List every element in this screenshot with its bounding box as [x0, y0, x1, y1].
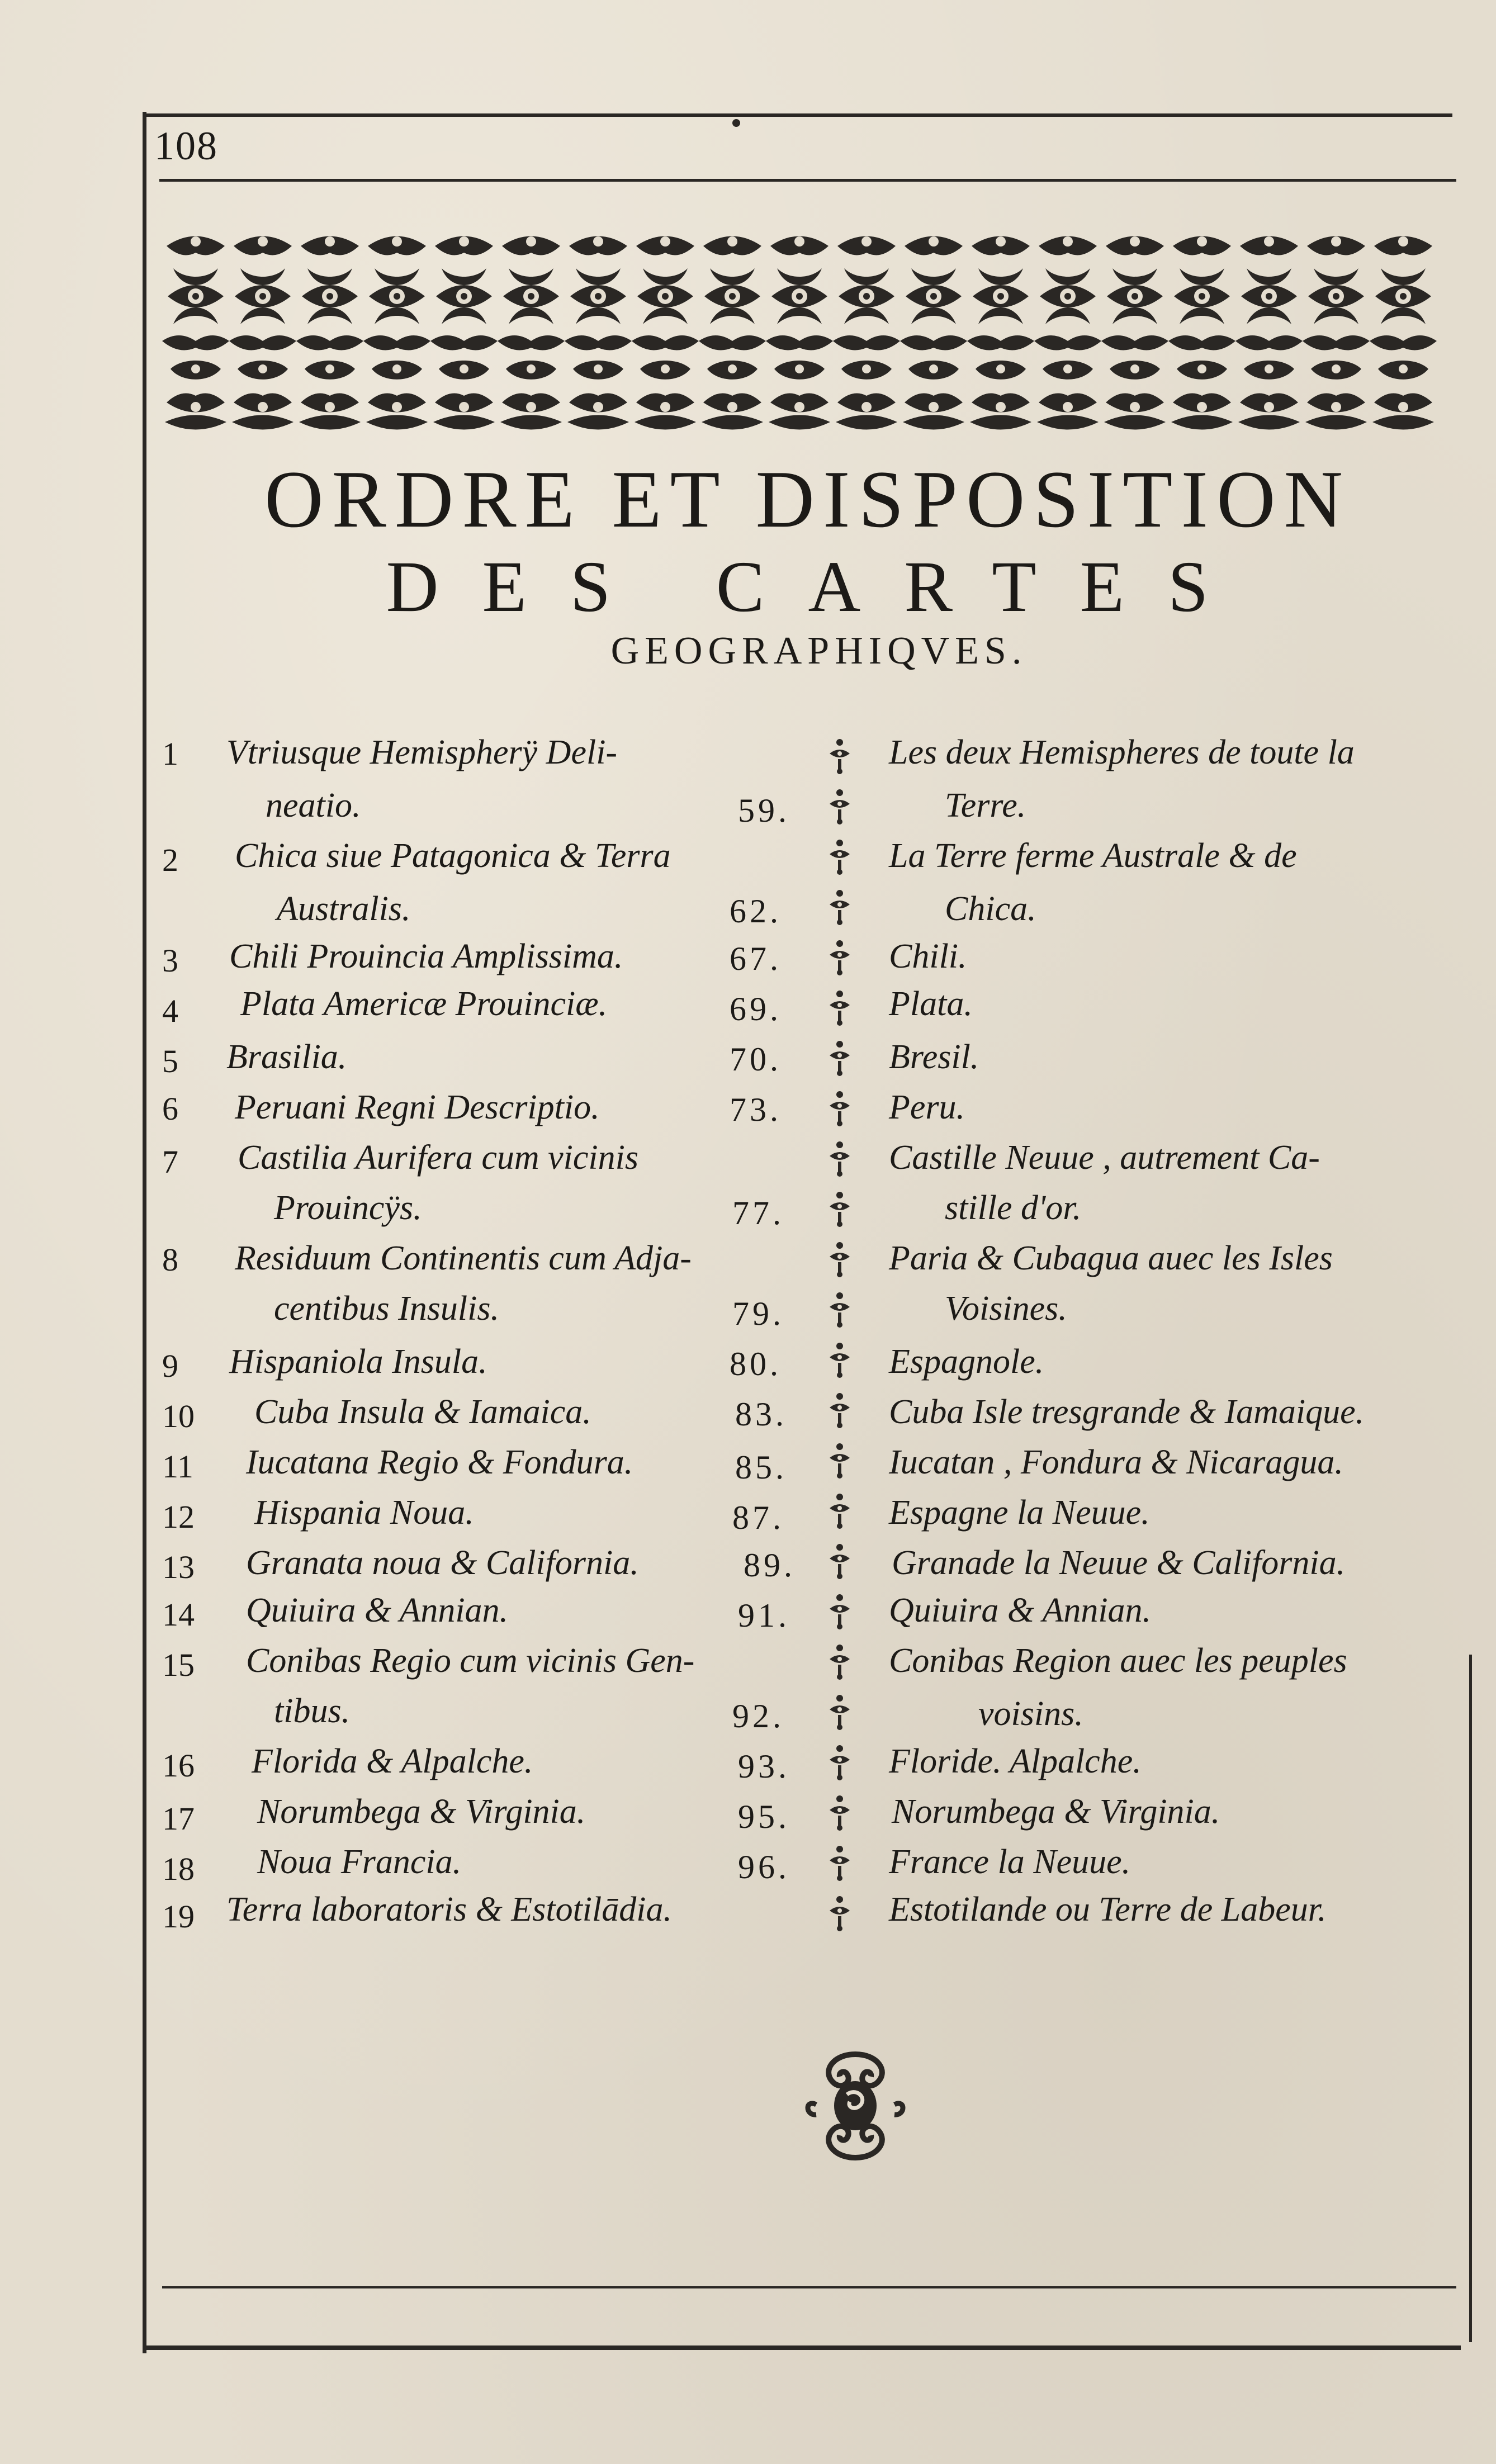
- entry-latin-line: Plata Americæ Prouinciæ.: [240, 985, 608, 1023]
- page-number: 108: [154, 124, 218, 168]
- entry-latin-line: Florida & Alpalche.: [252, 1742, 533, 1780]
- entry-page: 92.: [732, 1698, 784, 1735]
- entry-page: 93.: [738, 1748, 790, 1785]
- entry-latin-line: Chica siue Patagonica & Terra: [235, 837, 671, 875]
- entry-page: 67.: [730, 940, 782, 977]
- entry-latin-line: Hispania Noua.: [254, 1494, 474, 1532]
- entry-page: 89.: [744, 1547, 796, 1584]
- entry-latin-line: Noua Francia.: [257, 1843, 462, 1881]
- entry-french-line: Floride. Alpalche.: [889, 1742, 1142, 1780]
- entry-page: 79.: [732, 1295, 784, 1332]
- entry-french-line: Iucatan , Fondura & Nicaragua.: [889, 1443, 1343, 1481]
- entry-french-line: stille d'or.: [945, 1189, 1082, 1227]
- entry-french-line: Bresil.: [889, 1038, 979, 1076]
- entry-latin-line: Conibas Regio cum vicinis Gen-: [246, 1642, 695, 1680]
- entry-number: 9: [162, 1348, 178, 1384]
- entry-latin-line: neatio.: [266, 786, 361, 825]
- entry-page: 91.: [738, 1597, 790, 1634]
- entry-french-line: Estotilande ou Terre de Labeur.: [889, 1890, 1327, 1928]
- entry-french-line: Chica.: [945, 890, 1036, 928]
- entry-number: 4: [162, 993, 178, 1029]
- entry-french-line: Castille Neuue , autrement Ca-: [889, 1139, 1320, 1177]
- entry-page: 73.: [730, 1091, 782, 1128]
- entry-french-line: France la Neuue.: [889, 1843, 1131, 1881]
- entry-number: 14: [162, 1596, 195, 1633]
- entry-number: 6: [162, 1091, 178, 1127]
- entry-number: 11: [162, 1448, 193, 1485]
- entry-page: 87.: [732, 1499, 784, 1536]
- entry-latin-line: Prouincÿs.: [274, 1189, 422, 1227]
- entry-page: 95.: [738, 1798, 790, 1835]
- entry-french-line: Conibas Region auec les peuples: [889, 1642, 1347, 1680]
- entry-page: 85.: [735, 1449, 787, 1486]
- entry-page: 62.: [730, 893, 782, 930]
- entry-number: 15: [162, 1647, 195, 1683]
- entry-number: 2: [162, 842, 178, 878]
- entry-latin-line: Granata noua & California.: [246, 1544, 639, 1582]
- entry-number: 8: [162, 1242, 178, 1278]
- entry-page: 70.: [730, 1041, 782, 1078]
- entry-page: 96.: [738, 1849, 790, 1885]
- header-dot: [732, 119, 740, 127]
- entry-french-line: Espagnole.: [889, 1343, 1044, 1381]
- entry-latin-line: Hispaniola Insula.: [229, 1343, 487, 1381]
- right-frame-rule: [1469, 1655, 1472, 2342]
- entry-latin-line: centibus Insulis.: [274, 1290, 499, 1328]
- footer-rule-thick: [144, 2345, 1461, 2350]
- entry-latin-line: Quiuira & Annian.: [246, 1591, 509, 1629]
- entry-number: 10: [162, 1398, 195, 1434]
- fleuron-divider-column: [827, 727, 853, 1956]
- ornamental-headpiece: [162, 229, 1451, 439]
- left-frame-rule: [143, 112, 146, 2353]
- title-line-3: GEOGRAPHIQVES.: [610, 629, 1028, 672]
- title-line-2: DES CARTES: [386, 547, 1252, 627]
- entry-number: 3: [162, 942, 178, 979]
- entry-french-line: Espagne la Neuue.: [889, 1494, 1150, 1532]
- entry-french-line: Voisines.: [945, 1290, 1067, 1328]
- entry-french-line: Plata.: [889, 985, 973, 1023]
- entry-latin-line: Peruani Regni Descriptio.: [235, 1088, 600, 1126]
- entry-french-line: La Terre ferme Australe & de: [889, 837, 1297, 875]
- entry-french-line: voisins.: [978, 1695, 1083, 1733]
- entry-latin-line: Terra laboratoris & Estotilādia.: [226, 1890, 672, 1928]
- entry-number: 19: [162, 1898, 195, 1935]
- entry-latin-line: Residuum Continentis cum Adja-: [235, 1239, 692, 1277]
- entry-page: 69.: [730, 991, 782, 1027]
- entry-latin-line: Castilia Aurifera cum vicinis: [238, 1139, 638, 1177]
- entry-french-line: Granade la Neuue & California.: [892, 1544, 1346, 1582]
- entry-number: 17: [162, 1800, 195, 1837]
- header-rule-top: [144, 113, 1452, 117]
- entry-latin-line: Australis.: [277, 890, 411, 928]
- entry-latin-line: Brasilia.: [226, 1038, 347, 1076]
- title-line-1: ORDRE ET DISPOSITION: [264, 454, 1351, 544]
- entry-french-line: Chili.: [889, 937, 967, 975]
- entry-page: 80.: [730, 1345, 782, 1382]
- entry-french-line: Cuba Isle tresgrande & Iamaique.: [889, 1393, 1365, 1431]
- entry-page: 77.: [732, 1195, 784, 1231]
- header-rule-bottom: [159, 179, 1456, 182]
- entry-latin-line: Chili Prouincia Amplissima.: [229, 937, 623, 975]
- entry-number: 13: [162, 1549, 195, 1585]
- entry-page: 59.: [738, 792, 790, 829]
- entry-french-line: Paria & Cubagua auec les Isles: [889, 1239, 1333, 1277]
- entry-number: 5: [162, 1043, 178, 1079]
- tailpiece-ornament: [799, 2049, 911, 2163]
- entry-number: 16: [162, 1747, 195, 1784]
- entry-french-line: Norumbega & Virginia.: [892, 1793, 1220, 1831]
- entry-number: 7: [162, 1144, 178, 1180]
- entry-number: 18: [162, 1851, 195, 1887]
- entry-latin-line: Iucatana Regio & Fondura.: [246, 1443, 633, 1481]
- entry-number: 1: [162, 736, 178, 772]
- entry-french-line: Terre.: [945, 786, 1026, 825]
- entry-latin-line: tibus.: [274, 1692, 351, 1730]
- entry-number: 12: [162, 1499, 195, 1535]
- entry-latin-line: Cuba Insula & Iamaica.: [254, 1393, 591, 1431]
- entry-french-line: Peru.: [889, 1088, 965, 1126]
- entry-latin-line: Norumbega & Virginia.: [257, 1793, 586, 1831]
- footer-rule-thin: [162, 2286, 1456, 2288]
- entry-french-line: Les deux Hemispheres de toute la: [889, 733, 1355, 771]
- entry-latin-line: Vtriusque Hemispherÿ Deli-: [226, 733, 618, 771]
- entry-page: 83.: [735, 1396, 787, 1433]
- entry-french-line: Quiuira & Annian.: [889, 1591, 1152, 1629]
